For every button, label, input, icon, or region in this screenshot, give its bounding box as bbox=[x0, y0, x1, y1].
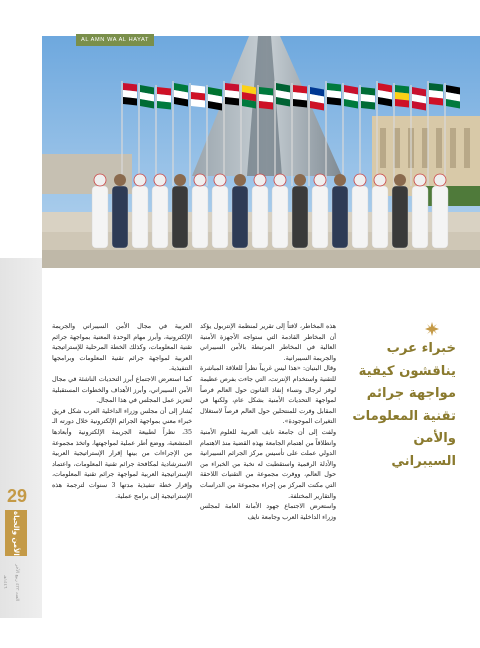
flag-stripe bbox=[361, 101, 375, 109]
flag-stripe bbox=[361, 94, 375, 102]
person-head bbox=[194, 174, 206, 186]
person-head bbox=[314, 174, 326, 186]
section-label: الأمن والحياة bbox=[5, 510, 27, 556]
flag-stripe bbox=[327, 83, 341, 91]
article-column-left bbox=[52, 322, 192, 502]
flag-stripe bbox=[429, 97, 443, 105]
person-head bbox=[134, 174, 146, 186]
flag-stripe bbox=[395, 99, 409, 107]
person-head bbox=[214, 174, 226, 186]
person-figure bbox=[232, 186, 248, 248]
person-figure bbox=[292, 186, 308, 248]
flag-stripe bbox=[361, 87, 375, 95]
flag-stripe bbox=[225, 97, 239, 105]
paragraph: وقال البنيان: «هذا ليس غريباً نظراً للعلاقة المباشرة للتقنية واستخدام الإنترنت، التي جاءت بفرص عظيمة لوفر لرجال ونساء إنفاذ القانون حول العالم فرصاً لمواجهة التحديات الأمنية بشكل عام، ولكنها في المقابل وفرت للمنتحلين حول العالم فرصاً لاستغلال التغيرات الموجودة». bbox=[200, 365, 336, 426]
article-column-right bbox=[200, 322, 336, 523]
paragraph: واستعرض الاجتماع جهود الأمانة العامة لمجلس وزراء الداخلية العرب وجامعة نايف bbox=[200, 503, 336, 521]
flag-stripe bbox=[157, 94, 171, 102]
person-figure bbox=[392, 186, 408, 248]
person-head bbox=[294, 174, 306, 186]
person-figure bbox=[332, 186, 348, 248]
person-head bbox=[254, 174, 266, 186]
flag-stripe bbox=[191, 85, 205, 93]
star-ornament-icon bbox=[425, 322, 439, 336]
person-head bbox=[234, 174, 246, 186]
person-figure bbox=[372, 186, 388, 248]
person-head bbox=[394, 174, 406, 186]
person-figure bbox=[432, 186, 448, 248]
person-head bbox=[374, 174, 386, 186]
flag-stripe bbox=[123, 90, 137, 98]
person-figure bbox=[352, 186, 368, 248]
flag-stripe bbox=[327, 90, 341, 98]
person-head bbox=[274, 174, 286, 186]
person-figure bbox=[112, 186, 128, 248]
person-head bbox=[354, 174, 366, 186]
person-figure bbox=[412, 186, 428, 248]
flag-stripe bbox=[123, 97, 137, 105]
flag-stripe bbox=[429, 90, 443, 98]
flag-stripe bbox=[259, 87, 273, 95]
page-number: 29 bbox=[6, 486, 28, 506]
person-figure bbox=[152, 186, 168, 248]
person-figure bbox=[272, 186, 288, 248]
flag-stripe bbox=[293, 92, 307, 100]
person-head bbox=[174, 174, 186, 186]
person-figure bbox=[132, 186, 148, 248]
flag-stripe bbox=[157, 101, 171, 109]
person-head bbox=[334, 174, 346, 186]
flag-stripe bbox=[191, 99, 205, 107]
flag-stripe bbox=[395, 92, 409, 100]
flag-stripe bbox=[259, 94, 273, 102]
flag-stripe bbox=[395, 85, 409, 93]
flag-stripe bbox=[327, 97, 341, 105]
paragraph: كما استعرض الاجتماع أبرز التحديات الناشئة في مجال الأمن السيبراني، وأبرز الأهداف والخطوات المستقبلية لتعزيز عمل المجلس في هذا المجال. bbox=[52, 375, 192, 405]
person-head bbox=[434, 174, 446, 186]
flag-stripe bbox=[293, 85, 307, 93]
person-head bbox=[154, 174, 166, 186]
person-figure bbox=[252, 186, 268, 248]
person-head bbox=[414, 174, 426, 186]
paragraph: ولفت إلى أن جامعة نايف العربية للعلوم الأمنية وانطلاقاً من اهتمام الجامعة بهذه القضية منذ الاهتمام الدولي عملت على تأسيس مركز الجرائم السيبرانية والأدلة الرقمية واستقطبت له نخبة من الخبراء من حول العالم، ووفرت مجموعة من التقنيات اللاحقة التي مكنت المركز من إجراء مجموعة من الدراسات والتقارير المختلفة. bbox=[200, 428, 336, 500]
person-head bbox=[114, 174, 126, 186]
flag-stripe bbox=[157, 87, 171, 95]
person-head bbox=[94, 174, 106, 186]
group-photo bbox=[42, 36, 480, 268]
flag-stripe bbox=[123, 83, 137, 91]
person-figure bbox=[192, 186, 208, 248]
article-headline: خبراء عرب يناقشون كيفية مواجهة جرائم تقنية المعلومات والأمن السيبراني bbox=[352, 341, 456, 469]
magazine-header-tag: AL AMN WA AL HAYAT bbox=[76, 34, 154, 46]
person-figure bbox=[172, 186, 188, 248]
flag-stripe bbox=[225, 83, 239, 91]
flag-stripe bbox=[293, 99, 307, 107]
flag-stripe bbox=[225, 90, 239, 98]
flag-stripe bbox=[191, 92, 205, 100]
issue-label: العدد ٤٣٣ ربيع الآخر ١٤٤٦هـ bbox=[2, 563, 19, 601]
flag-stripe bbox=[259, 101, 273, 109]
person-figure bbox=[212, 186, 228, 248]
person-figure bbox=[92, 186, 108, 248]
person-figure bbox=[312, 186, 328, 248]
flag-stripe bbox=[429, 83, 443, 91]
paragraph: هذه المخاطر، لافتاً إلى تقرير لمنظمة الإنتربول يؤكد أن المخاطر القادمة التي ستواجه الأجهزة الأمنية العالية في المخاطر المرتبطة بالأمن السيبراني والجريمة السيبرانية. bbox=[200, 323, 336, 362]
paragraph: العربية في مجال الأمن السيبراني والجريمة الإلكترونية، وأبرز مهام الوحدة المعنية بمواجهة جرائم تقنية المعلومات، وكذلك الخطة المرحلية للإستراتيجية العربية لمواجهة جرائم تقنية المعلومات وبرامجها التنفيذية. bbox=[52, 323, 192, 373]
paragraph: يُشار إلى أن مجلس وزراء الداخلية العرب شكل فريق خبراء معني بمواجهة الجرائم الإلكترونية خلال دورته الـ 35، نظراً لطبيعة الجريمة الإلكترونية وأبعادها المتشعبة، ووضع أطر عملية لمواجهتها، واتخذ مجموعة من الإجراءات من بينها إقرار الإستراتيجية العربية الاسترشادية لمكافحة جرائم تقنية المعلومات، واعتماد الإستراتيجية العربية لمواجهة جرائم تقنية المعلومات، وإقرار خطة تنفيذية مدتها 3 سنوات لترجمة هذه الإستراتيجية إلى برامج عملية. bbox=[52, 407, 192, 500]
